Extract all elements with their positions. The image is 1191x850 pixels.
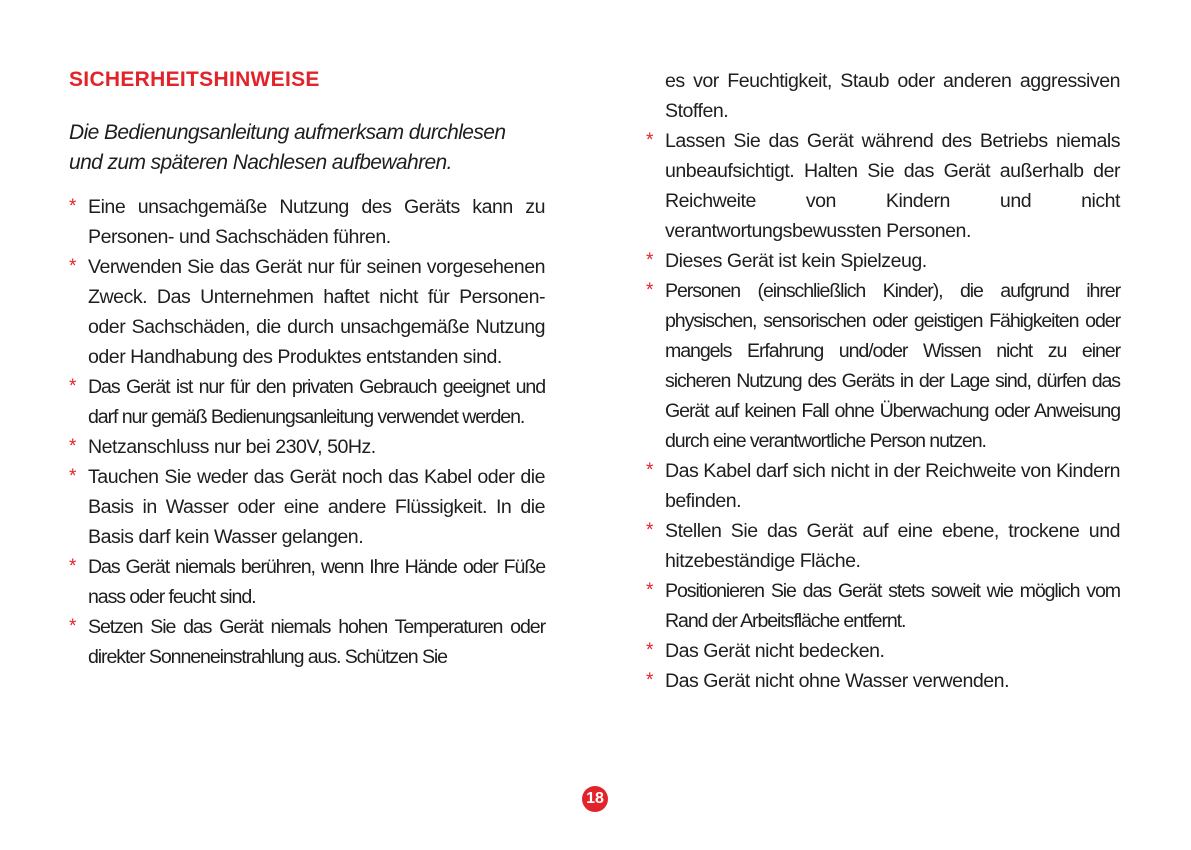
list-item bbox=[646, 126, 1120, 246]
bullet-asterisk-icon: * bbox=[69, 556, 76, 577]
list-item-text: Positionieren Sie das Gerät stets soweit wie möglich vom Rand der Arbeitsfläche entfernt. bbox=[665, 580, 1120, 632]
bullet-asterisk-icon: * bbox=[646, 670, 653, 691]
bullet-asterisk-icon: * bbox=[69, 376, 76, 397]
list-item bbox=[69, 372, 545, 432]
list-item bbox=[69, 552, 545, 612]
bullet-asterisk-icon: * bbox=[646, 130, 653, 151]
list-item-text: Das Kabel darf sich nicht in der Reichweite von Kindern befinden. bbox=[665, 460, 1120, 512]
intro-line-2: und zum späteren Nachlesen aufbewahren. bbox=[69, 151, 452, 174]
right-column-list bbox=[646, 66, 1120, 696]
list-item-continuation bbox=[646, 66, 1120, 126]
bullet-asterisk-icon: * bbox=[646, 640, 653, 661]
list-item-text: Stellen Sie das Gerät auf eine ebene, trockene und hitzebeständige Fläche. bbox=[665, 520, 1120, 572]
list-item-text: Das Gerät ist nur für den privaten Gebrauch geeignet und darf nur gemäß Bedienungsanleitung verwendet werden. bbox=[88, 376, 545, 428]
list-item bbox=[69, 462, 545, 552]
list-item bbox=[646, 456, 1120, 516]
bullet-asterisk-icon: * bbox=[646, 460, 653, 481]
list-item-text: Tauchen Sie weder das Gerät noch das Kabel oder die Basis in Wasser oder eine andere Flüssigkeit. In die Basis darf kein Wasser gelangen. bbox=[88, 466, 545, 548]
list-item bbox=[646, 276, 1120, 456]
list-item-text: es vor Feuchtigkeit, Staub oder anderen aggressiven Stoffen. bbox=[665, 70, 1120, 122]
list-item bbox=[646, 666, 1120, 696]
page-number-badge: 18 bbox=[582, 786, 608, 812]
list-item-text: Das Gerät nicht bedecken. bbox=[665, 640, 885, 662]
bullet-asterisk-icon: * bbox=[69, 466, 76, 487]
bullet-asterisk-icon: * bbox=[69, 616, 76, 637]
bullet-asterisk-icon: * bbox=[69, 196, 76, 217]
list-item-text: Verwenden Sie das Gerät nur für seinen vorgesehenen Zweck. Das Unternehmen haftet nicht für Personen- oder Sachschäden, die durch unsachgemäße Nutzung oder Handhabung des Produktes entstanden sind. bbox=[88, 256, 545, 368]
list-item-text: Das Gerät nicht ohne Wasser verwenden. bbox=[665, 670, 1010, 692]
list-item-text: Netzanschluss nur bei 230V, 50Hz. bbox=[88, 436, 376, 458]
list-item-text: Das Gerät niemals berühren, wenn Ihre Hände oder Füße nass oder feucht sind. bbox=[88, 556, 545, 608]
intro-text bbox=[69, 118, 549, 178]
list-item-text: Dieses Gerät ist kein Spielzeug. bbox=[665, 250, 927, 272]
bullet-asterisk-icon: * bbox=[69, 436, 76, 457]
bullet-asterisk-icon: * bbox=[646, 520, 653, 541]
bullet-asterisk-icon: * bbox=[646, 250, 653, 271]
section-title: SICHERHEITSHINWEISE bbox=[69, 68, 320, 91]
bullet-asterisk-icon: * bbox=[646, 280, 653, 301]
list-item bbox=[69, 612, 545, 672]
list-item bbox=[69, 192, 545, 252]
list-item-text: Eine unsachgemäße Nutzung des Geräts kann zu Personen- und Sachschäden führen. bbox=[88, 196, 545, 248]
bullet-asterisk-icon: * bbox=[69, 256, 76, 277]
list-item-text: Setzen Sie das Gerät niemals hohen Temperaturen oder direkter Sonneneinstrahlung aus. Schützen Sie bbox=[88, 616, 545, 668]
list-item bbox=[646, 246, 1120, 276]
list-item bbox=[646, 636, 1120, 666]
left-column-list bbox=[69, 192, 545, 672]
intro-line-1: Die Bedienungsanleitung aufmerksam durchlesen bbox=[69, 121, 506, 144]
list-item-text: Lassen Sie das Gerät während des Betriebs niemals unbeaufsichtigt. Halten Sie das Gerät außerhalb der Reichweite von Kindern und nicht verantwortungsbewussten Personen. bbox=[665, 130, 1120, 242]
bullet-asterisk-icon: * bbox=[646, 580, 653, 601]
list-item bbox=[646, 516, 1120, 576]
list-item bbox=[69, 252, 545, 372]
list-item bbox=[646, 576, 1120, 636]
list-item-text: Personen (einschließlich Kinder), die aufgrund ihrer physischen, sensorischen oder geistigen Fähigkeiten oder mangels Erfahrung und/oder Wissen nicht zu einer sicheren Nutzung des Geräts in der Lage sind, dürfen das Gerät auf keinen Fall ohne Überwachung oder Anweisung durch eine verantwortliche Person nutzen. bbox=[665, 280, 1120, 452]
list-item bbox=[69, 432, 545, 462]
